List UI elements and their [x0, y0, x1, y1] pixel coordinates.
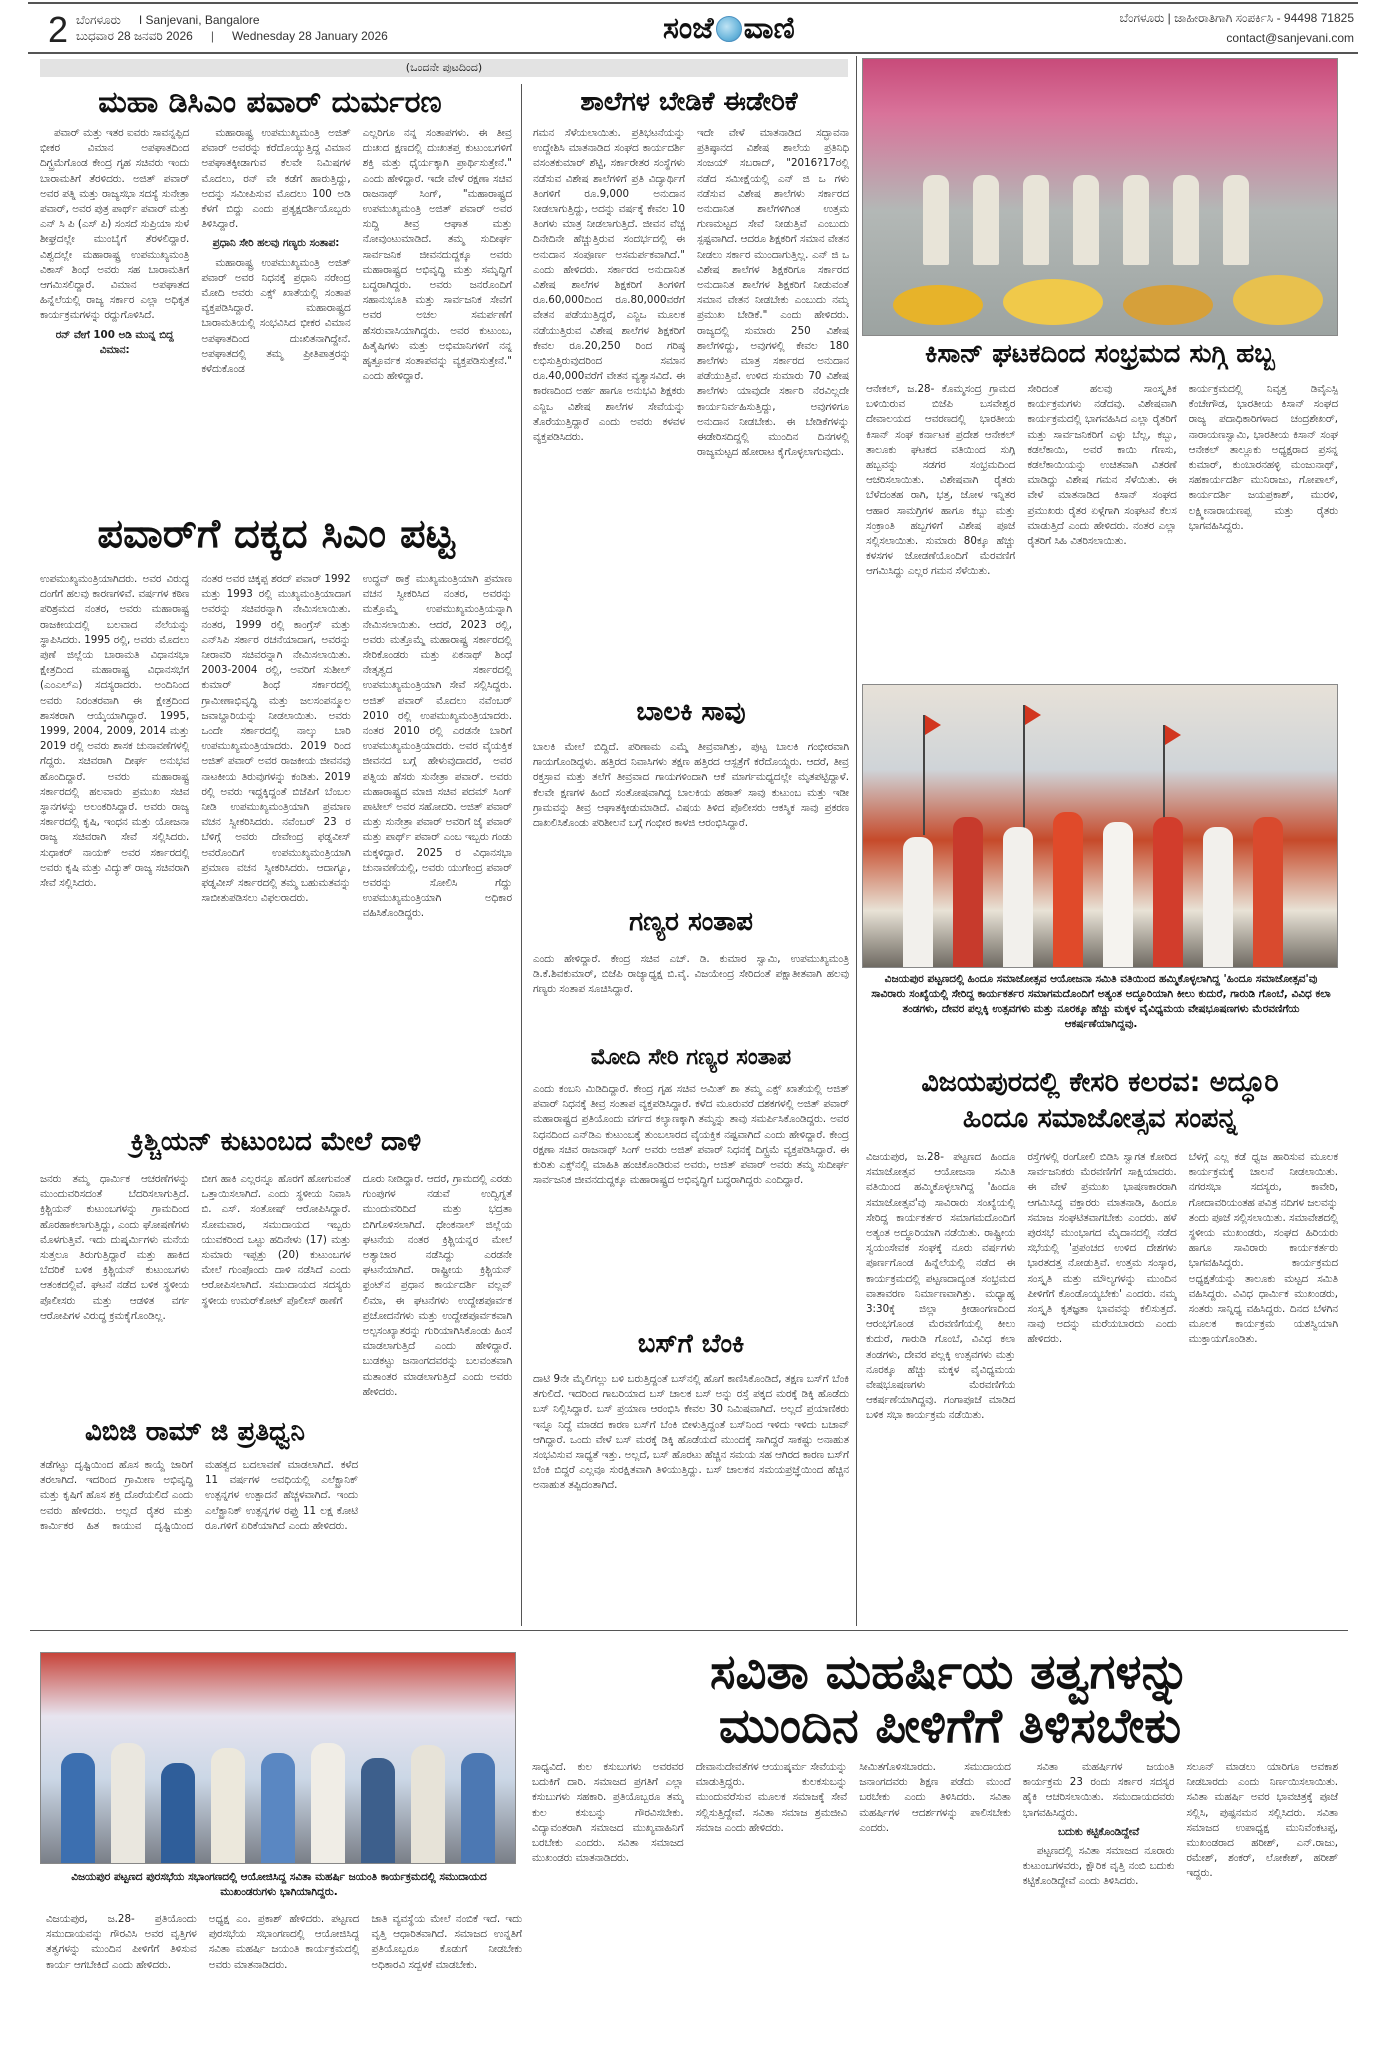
article-schools: [533, 126, 849, 686]
headline-vijayapura-line1: ವಿಜಯಪುರದಲ್ಲಿ ಕೇಸರಿ ಕಲರವ: ಅದ್ಧೂರಿ: [921, 1067, 1279, 1098]
article-christian-attack: [40, 1172, 512, 1402]
photo-figure: [361, 1758, 395, 1863]
photo-figure: [1023, 175, 1049, 265]
masthead-dateline: [76, 12, 388, 44]
contact-email[interactable]: contact@sanjevani.com: [1226, 31, 1354, 45]
article-vbg-ram: [40, 1458, 358, 1620]
photo-figure: [261, 1753, 295, 1863]
article-column: ಉದ್ಧವ್ ಠಾಕ್ರೆ ಮುಖ್ಯಮಂತ್ರಿಯಾಗಿ ಪ್ರಮಾಣ ವಚನ ಸ್ವೀಕರಿಸಿದ ನಂತರ, ಅವರನ್ನು ಮತ್ತೊಮ್ಮೆ ಉಪಮುಖ್ಯಮಂತ್ರಿಯನ್ನಾಗಿ ನೇಮಿಸಲಾಯಿತು. ಆದರೆ, 2023 ರಲ್ಲಿ, ಅವರು ಮತ್ತೊಮ್ಮೆ ಮಹಾರಾಷ್ಟ್ರ ಸರ್ಕಾರದಲ್ಲಿ ಸೇರಿಕೊಂಡರು ಮತ್ತು ಏಕನಾಥ್ ಶಿಂಧೆ ನೇತೃತ್ವದ ಸರ್ಕಾರದಲ್ಲಿ ಉಪಮುಖ್ಯಮಂತ್ರಿಯಾಗಿ ಸೇವೆ ಸಲ್ಲಿಸಿದ್ದರು. ಅಜಿತ್ ಪವಾರ್ ಮೊದಲು ನವೆಂಬರ್ 2010 ರಲ್ಲಿ ಉಪಮುಖ್ಯಮಂತ್ರಿಯಾದರು. ನಂತರ 2010 ರಲ್ಲಿ ಎರಡನೇ ಬಾರಿಗೆ ಉಪಮುಖ್ಯಮಂತ್ರಿಯಾದರು. ಅವರ ವೈಯಕ್ತಿಕ ಜೀವನದ ಬಗ್ಗೆ ಹೇಳುವುದಾದರೆ, ಅವರ ಪತ್ನಿಯ ಹೆಸರು ಸುನೇತ್ರಾ ಪವಾರ್. ಅವರು ಮಹಾರಾಷ್ಟ್ರದ ಮಾಜಿ ಸಚಿವ ಪದಮ್ ಸಿಂಗ್ ಪಾಟೀಲ್ ಅವರ ಸಹೋದರಿ. ಅಜಿತ್ ಪವಾರ್ ಮತ್ತು ಸುನೇತ್ರಾ ಪವಾರ್ ಅವರಿಗೆ ಜೈ ಪವಾರ್ ಮತ್ತು ಪಾರ್ಥ್ ಪವಾರ್ ಎಂಬ ಇಬ್ಬರು ಗಂಡು ಮಕ್ಕಳಿದ್ದಾರೆ. 2025 ರ ವಿಧಾನಸಭಾ ಚುನಾವಣೆಯಲ್ಲಿ, ಅವರು ಯುಗೇಂದ್ರ ಪವಾರ್ ಅವರನ್ನು ಸೋಲಿಸಿ ಗೆದ್ದು ಉಪಮುಖ್ಯಮಂತ್ರಿಯಾಗಿ ಅಧಿಕಾರ ವಹಿಸಿಕೊಂಡಿದ್ದರು.: [362, 573, 512, 920]
newspaper-logo: [663, 12, 795, 46]
photo-figure: [1073, 175, 1099, 265]
produce-heap: [1003, 279, 1103, 325]
photo-figure: [923, 175, 949, 265]
headline-schools: ಶಾಲೆಗಳ ಬೇಡಿಕೆ ಈಡೇರಿಕೆ: [580, 87, 798, 117]
produce-heap: [1123, 285, 1213, 325]
article-column: ಜನರು ತಮ್ಮ ಧಾರ್ಮಿಕ ಆಚರಣೆಗಳನ್ನು ಮುಂದುವರಿಸದಂತೆ ಬೆದರಿಸಲಾಗುತ್ತಿದೆ. ಕ್ರಿಶ್ಚಿಯನ್ ಕುಟುಂಬಗಳನ್ನು ಗ್ರಾಮದಿಂದ ಹೊರಹಾಕಲಾಗುತ್ತಿದ್ದು, ಎಂದು ಘೋಷಣೆಗಳು ಮೊಳಗುತ್ತಿವೆ. ಇದು ದುಷ್ಕರ್ಮಿಗಳು ಮನೆಯ ಸುತ್ತಲೂ ತಿರುಗುತ್ತಿದ್ದಾರೆ ಮತ್ತು ಹಾಕಿದ ಬೆದರಿಕೆ ಬಳಿಕ ಕ್ರಿಶ್ಚಿಯನ್ ಕುಟುಂಬಗಳು ಆತಂಕದಲ್ಲಿವೆ. ಘಟನೆ ನಡೆದ ಬಳಿಕ ಸ್ಥಳೀಯ ಪೊಲೀಸರು ಮತ್ತು ಆಡಳಿತ ವರ್ಗ ಆರೋಪಿಗಳ ವಿರುದ್ಧ ಕ್ರಮಕೈಗೊಂಡಿಲ್ಲ.: [40, 1173, 190, 1322]
article-body: ಬಾಲಕಿ ಮೇಲೆ ಬಿದ್ದಿದೆ. ಪರಿಣಾಮ ಎಮ್ಮೆ ತೀವ್ರವಾಗಿತ್ತು, ಪುಟ್ಟ ಬಾಲಕಿ ಗಂಭೀರವಾಗಿ ಗಾಯಗೊಂಡಿದ್ದಳು. ಹತ್ತಿರದ ನಿವಾಸಿಗಳು ತಕ್ಷಣ ಹತ್ತಿರದ ಆಸ್ಪತ್ರೆಗೆ ಕರೆದೊಯ್ದರು. ಆದರೆ, ತೀವ್ರ ರಕ್ತಸ್ರಾವ ಮತ್ತು ತಲೆಗೆ ತೀವ್ರವಾದ ಗಾಯಗಳಿಂದಾಗಿ ಆಕೆ ಮಾರ್ಗಮಧ್ಯದಲ್ಲೇ ಮೃತಪಟ್ಟಿದ್ದಾಳೆ. ಕೆಲವೇ ಕ್ಷಣಗಳ ಹಿಂದೆ ಸಂತೋಷವಾಗಿದ್ದ ಬಾಲಕಿಯ ಹಠಾತ್ ಸಾವು ಕುಟುಂಬ ಮತ್ತು ಇಡೀ ಗ್ರಾಮವನ್ನು ತೀವ್ರ ಆಘಾತಕ್ಕೀಡುಮಾಡಿದೆ. ವಿಷಯ ತಿಳಿದ ಪೊಲೀಸರು ಆಕಸ್ಮಿಕ ಸಾವು ಪ್ರಕರಣ ದಾಖಲಿಸಿಕೊಂಡು ಪರಿಶೀಲನೆ ಬಗ್ಗೆ ಗಂಭೀರ ಕಾಳಜಿ ಆರಂಭಿಸಿದ್ದಾರೆ.: [533, 741, 849, 830]
photo-figure: [1173, 175, 1199, 265]
masthead: [28, 2, 1358, 54]
article-savitha-left: [46, 1912, 522, 2048]
article-body: ದಾಟಿ 9ನೇ ಮೈಲಿಗಲ್ಲು ಬಳಿ ಬರುತ್ತಿದ್ದಂತೆ ಬಸ್‌ನಲ್ಲಿ ಹೊಗೆ ಕಾಣಿಸಿಕೊಂಡಿದೆ, ತಕ್ಷಣ ಬಸ್‌ಗೆ ಬೆಂಕಿ ತಗುಲಿದೆ. ಇದರಿಂದ ಗಾಬರಿಯಾದ ಬಸ್ ಚಾಲಕ ಬಸ್ ಅನ್ನು ರಸ್ತೆ ಪಕ್ಕದ ಮರಕ್ಕೆ ಡಿಕ್ಕಿ ಹೊಡೆದು ಬಸ್ ನಿಲ್ಲಿಸಿದ್ದಾರೆ. ಬಸ್ ಪ್ರಯಾಣ ಆರಂಭಿಸಿ ಕೇವಲ 30 ನಿಮಿಷವಾಗಿದೆ. ಅಲ್ಲದೆ ಪ್ರಯಾಣಿಕರು ಇನ್ನೂ ನಿದ್ದೆ ಮಾಡದ ಕಾರಣ ಬಸ್‌ಗೆ ಬೆಂಕಿ ಬೀಳುತ್ತಿದ್ದಂತೆ ಬಸ್‌ನಿಂದ ಇಳಿದು ಇಳಿದು ಬಚಾವ್ ಆಗಿದ್ದಾರೆ. ಒಂದು ವೇಳೆ ಬಸ್ ಮರಕ್ಕೆ ಡಿಕ್ಕಿ ಹೊಡೆಯದೆ ಮುಂದಕ್ಕೆ ಸಾಗಿದ್ದರೆ ಸಾಕಷ್ಟು ಅನಾಹುತ ಸಂಭವಿಸುವ ಸಾಧ್ಯತೆ ಇತ್ತು. ಅಲ್ಲದೆ, ಬಸ್ ಹೊರಟು ಹೆಚ್ಚಿನ ಸಮಯ ಸಹ ಆಗಿರದ ಕಾರಣ ಬಸ್‌ಗೆ ಬೆಂಕಿ ಬಿದ್ದರೆ ಎಲ್ಲವೂ ಸುರಕ್ಷಿತವಾಗಿ ತಿಳಿಯುತ್ತಿದ್ದು. ಬಸ್ ಚಾಲಕನ ಸಮಯಪ್ರಜ್ಞೆಯಿಂದ ಹೆಚ್ಚಿನ ಅನಾಹುತ ತಪ್ಪಿದಂತಾಗಿದೆ.: [533, 1373, 849, 1492]
article-vijayapura: [866, 1150, 1338, 1624]
photo-figure: [161, 1763, 195, 1863]
headline-vbg-ram: ವಿಬಿಜಿ ರಾಮ್ ಜಿ ಪ್ರತಿಧ್ವನಿ: [85, 1417, 305, 1447]
article-column: ಸಲೂನ್ ಮಾಡಲು ಯಾರಿಗೂ ಅವಕಾಶ ನೀಡಬಾರದು ಎಂದು ನಿರ್ಣಯಿಸಲಾಯಿತು. ಸವಿತಾ ಮಹರ್ಷಿ ಅವರ ಭಾವಚಿತ್ರಕ್ಕೆ ಪೂಜೆ ಸಲ್ಲಿಸಿ, ಪುಷ್ಪನಮನ ಸಲ್ಲಿಸಿದರು. ಸವಿತಾ ಸಮಾಜದ ಉಪಾಧ್ಯಕ್ಷ ಮುನಿವೆಂಕಟಪ್ಪ, ಮುಖಂಡರಾದ ಹರೀಶ್, ಎನ್.ರಾಜು, ರಮೇಶ್, ಶಂಕರ್, ಲೋಕೇಶ್, ಹರೀಶ್ ಇದ್ದರು.: [1186, 1761, 1338, 1880]
column-divider: [856, 56, 857, 1626]
headline-girl-death: ಬಾಲಕಿ ಸಾವು: [636, 697, 746, 727]
article-column: ಪವಾರ್ ಮತ್ತು ಇತರ ಐವರು ಸಾವನ್ನಪ್ಪಿದ ಭೀಕರ ವಿಮಾನ ಅಪಘಾತದಿಂದ ದಿಗ್ಭ್ರಮೆಗೊಂಡ ಕೇಂದ್ರ ಗೃಹ ಸಚಿವರು ಇಂದು ಬಾರಾಮತಿಗೆ ತೆರಳಿದರು. ಅಜಿತ್ ಪವಾರ್ ಅವರ ಪತ್ನಿ ಮತ್ತು ರಾಜ್ಯಸಭಾ ಸದಸ್ಯೆ ಸುನೇತ್ರಾ ಪವಾರ್, ಅವರ ಪುತ್ರ ಪಾರ್ಥ್ ಪವಾರ್ ಮತ್ತು ಎನ್ ಸಿ ಪಿ (ಎಸ್ ಪಿ) ಸಂಸದೆ ಸುಪ್ರಿಯಾ ಸುಳೆ ಶೀಘ್ರದಲ್ಲೇ ಮುಂಬೈಗೆ ತೆರಳಲಿದ್ದಾರೆ. ವಿಶ್ವದಲ್ಲೇ ಮಹಾರಾಷ್ಟ್ರ ಉಪಮುಖ್ಯಮಂತ್ರಿ ವಿಕಾಸ್ ಶಿಂಧೆ ಅವರು ಸಹ ಬಾರಾಮತಿಗೆ ಆಗಮಿಸಲಿದ್ದಾರೆ. ವಿಮಾನ ಅಪಘಾತದ ಹಿನ್ನೆಲೆಯಲ್ಲಿ ರಾಜ್ಯ ಸರ್ಕಾರ ಎಲ್ಲಾ ಅಧಿಕೃತ ಕಾರ್ಯಕ್ರಮಗಳನ್ನು ರದ್ದುಗೊಳಿಸಿದೆ. ರನ್ ವೇಗೆ 100 ಅಡಿ ಮುನ್ನ ಬಿದ್ದ ವಿಮಾನ:: [40, 126, 189, 506]
photo-figure: [1253, 817, 1283, 967]
column-divider: [521, 84, 522, 1626]
article-column: ಅಧ್ಯಕ್ಷ ಎಂ. ಪ್ರಕಾಶ್ ಹೇಳಿದರು. ಪಟ್ಟಣದ ಪುರಸಭೆಯ ಸಭಾಂಗಣದಲ್ಲಿ ಆಯೋಜಿಸಿದ್ದ ಸವಿತಾ ಮಹರ್ಷಿ ಜಯಂತಿ ಕಾರ್ಯಕ್ರಮದಲ್ಲಿ ಅವರು ಮಾತನಾಡಿದರು.: [208, 1913, 360, 1971]
photo-caption-savitha: ವಿಜಯಪುರ ಪಟ್ಟಣದ ಪುರಸಭೆಯ ಸಭಾಂಗಣದಲ್ಲಿ ಆಯೋಜಿಸಿದ್ದ ಸವಿತಾ ಮಹರ್ಷಿ ಜಯಂತಿ ಕಾರ್ಯಕ್ರಮದಲ್ಲಿ ಸಮುದಾಯದ ಮುಖಂಡರುಗಳು ಭಾಗಿಯಾಗಿದ್ದರು.: [71, 1871, 487, 1898]
date-kannada: ಬುಧವಾರ 28 ಜನವರಿ 2026: [76, 29, 193, 43]
article-column: ವಿಜಯಪುರ, ಜ.28- ಪಟ್ಟಣದ ಹಿಂದೂ ಸಮಾಜೋತ್ಸವ ಆಯೋಜನಾ ಸಮಿತಿ ವತಿಯಿಂದ ಹಮ್ಮಿಕೊಳ್ಳಲಾಗಿದ್ದ 'ಹಿಂದೂ ಸಮಾಜೋತ್ಸವ'ವು ಸಾವಿರಾರು ಸಂಖ್ಯೆಯಲ್ಲಿ ಸೇರಿದ್ದ ಕಾರ್ಯಕರ್ತರ ಸಮಾಗಮದೊಂದಿಗೆ ಅತ್ಯಂತ ಅದ್ಧೂರಿಯಾಗಿ ನಡೆಯಿತು. ರಾಷ್ಟ್ರೀಯ ಸ್ವಯಂಸೇವಕ ಸಂಘಕ್ಕೆ ನೂರು ವರ್ಷಗಳು ಪೂರ್ಣಗೊಂಡ ಹಿನ್ನೆಲೆಯಲ್ಲಿ ನಡೆದ ಈ ಕಾರ್ಯಕ್ರಮದಲ್ಲಿ ಪಟ್ಟಣದಾದ್ಯಂತ ಸಂಭ್ರಮದ ವಾತಾವರಣ ನಿರ್ಮಾಣವಾಗಿತ್ತು. ಮಧ್ಯಾಹ್ನ 3:30ಕ್ಕೆ ಜಿಲ್ಲಾ ಕ್ರೀಡಾಂಗಣದಿಂದ ಆರಂಭಗೊಂಡ ಮೆರವಣಿಗೆಯಲ್ಲಿ ಕೀಲು ಕುದುರೆ, ಗಾರುಡಿ ಗೊಂಬೆ, ವಿವಿಧ ಕಲಾ ತಂಡಗಳು, ದೇವರ ಪಲ್ಲಕ್ಕಿ ಉತ್ಸವಗಳು ಮತ್ತು ನೂರಕ್ಕೂ ಹೆಚ್ಚು ಮಕ್ಕಳ ವೈವಿಧ್ಯಮಯ ವೇಷಭೂಷಣಗಳು ಮೆರವಣಿಗೆಯ ಆಕರ್ಷಣೆಯಾಗಿದ್ದವು. ಗಂಗಾಪೂಜೆ ಮಾಡಿದ ಬಳಿಕ ಸಭಾ ಕಾರ್ಯಕ್ರಮ ನಡೆಯಿತು.: [866, 1151, 1016, 1422]
article-savitha: [532, 1760, 1338, 2050]
subheading: ರನ್ ವೇಗೆ 100 ಅಡಿ ಮುನ್ನ ಬಿದ್ದ ವಿಮಾನ:: [55, 328, 174, 356]
article-column: ಸೇರಿದಂತೆ ಹಲವು ಸಾಂಸ್ಕೃತಿಕ ಕಾರ್ಯಕ್ರಮಗಳು ನಡೆದವು. ವಿಶೇಷವಾಗಿ ಕಾರ್ಯಕ್ರಮದಲ್ಲಿ ಭಾಗವಹಿಸಿದ ಎಲ್ಲಾ ರೈತರಿಗೆ ಮತ್ತು ಸಾರ್ವಜನಿಕರಿಗೆ ಎಳ್ಳು ಬೆಲ್ಲ, ಕಬ್ಬು, ಕಡಲೆಕಾಯಿ, ಅವರೆ ಕಾಯಿ ಗೆಣಸು, ಕಡಲೆಕಾಯಿಯನ್ನು ಉಚಿತವಾಗಿ ವಿತರಣೆ ಮಾಡಿದ್ದು ವಿಶೇಷ ಗಮನ ಸೆಳೆಯಿತು. ಈ ವೇಳೆ ಮಾತನಾಡಿದ ಕಿಸಾನ್ ಸಂಘದ ಪ್ರಮುಖರು ರೈತರ ಏಳ್ಗೆಗಾಗಿ ಸಂಘಟನೆ ಕೆಲಸ ಮಾಡುತ್ತಿದೆ ಎಂದು ಹೇಳಿದರು. ನಂತರ ಎಲ್ಲಾ ರೈತರಿಗೆ ಸಿಹಿ ವಿತರಿಸಲಾಯಿತು.: [1027, 383, 1177, 548]
logo-text-left: ಸಂಜೆ: [663, 11, 714, 46]
article-girl-death: [533, 740, 849, 908]
ad-contact: ಬೆಂಗಳೂರು | ಜಾಹೀರಾತಿಗಾಗಿ ಸಂಪರ್ಕಿಸಿ - 94498 71825: [1119, 11, 1354, 25]
photo-figure: [973, 175, 999, 265]
article-column: ಮಹಾರಾಷ್ಟ್ರ ಉಪಮುಖ್ಯಮಂತ್ರಿ ಅಜಿತ್ ಪವಾರ್ ಅವರನ್ನು ಕರೆದೊಯ್ಯುತ್ತಿದ್ದ ವಿಮಾನ ಅಪಘಾತಕ್ಕೀಡಾಗುವ ಕೆಲವೇ ನಿಮಿಷಗಳ ಮೊದಲು, ರನ್ ವೇ ಕಡೆಗೆ ಹಾರುತ್ತಿದ್ದು, ಅದನ್ನು ಸಮೀಪಿಸುವ ಮೊದಲು 100 ಅಡಿ ಕೆಳಗೆ ಬಿದ್ದು ಎಂದು ಪ್ರತ್ಯಕ್ಷದರ್ಶಿಯೊಬ್ಬರು ತಿಳಿಸಿದ್ದಾರೆ. ಪ್ರಧಾನಿ ಸೇರಿ ಹಲವು ಗಣ್ಯರು ಸಂತಾಪ: ಮಹಾರಾಷ್ಟ್ರ ಉಪಮುಖ್ಯಮಂತ್ರಿ ಅಜಿತ್ ಪವಾರ್ ಅವರ ನಿಧನಕ್ಕೆ ಪ್ರಧಾನಿ ನರೇಂದ್ರ ಮೋದಿ ಅವರು ಎಕ್ಸ್ ಖಾತೆಯಲ್ಲಿ ಸಂತಾಪ ವ್ಯಕ್ತಪಡಿಸಿದ್ದಾರೆ. ಮಹಾರಾಷ್ಟ್ರದ ಬಾರಾಮತಿಯಲ್ಲಿ ಸಂಭವಿಸಿದ ಭೀಕರ ವಿಮಾನ ಅಪಘಾತದಿಂದ ದುಃಖಿತನಾಗಿದ್ದೇನೆ. ಅಪಘಾತದಲ್ಲಿ ತಮ್ಮ ಪ್ರೀತಿಪಾತ್ರರನ್ನು ಕಳೆದುಕೊಂಡ: [201, 127, 351, 376]
headline-vijayapura-line2: ಹಿಂದೂ ಸಮಾಜೋತ್ಸವ ಸಂಪನ್ನ: [962, 1103, 1238, 1134]
photo-figure: [61, 1753, 95, 1863]
article-column: ಕಾರ್ಯಕ್ರಮದಲ್ಲಿ ನಿವೃತ್ತ ಡಿವೈಎಸ್ಪಿ ಕೆಂಚೇಗೌಡ, ಭಾರತೀಯ ಕಿಸಾನ್ ಸಂಘದ ರಾಜ್ಯ ಪದಾಧಿಕಾರಿಗಳಾದ ಚಂದ್ರಶೇಖರ್, ನಾರಾಯಣಸ್ವಾಮಿ, ಭಾರತೀಯ ಕಿಸಾನ್ ಸಂಘ ಆನೇಕಲ್ ತಾಲ್ಲೂಕು ಅಧ್ಯಕ್ಷರಾದ ಪ್ರಸನ್ನ ಕುಮಾರ್, ಕುಂಬಾರನಹಳ್ಳಿ ಮಂಜುನಾಥ್, ಸಹಕಾರ್ಯದರ್ಶಿ ಮುನಿರಾಜು, ಗೋಪಾಲ್, ಕಾರ್ಯದರ್ಶಿ ಜಯಪ್ರಕಾಶ್, ಮುರಳಿ, ಲಕ್ಷ್ಮೀನಾರಾಯಣಪ್ಪ ಮತ್ತು ರೈತರು ಭಾಗವಹಿಸಿದ್ದರು.: [1188, 383, 1338, 532]
article-bus-fire: [533, 1372, 849, 1624]
photo-figure: [411, 1745, 445, 1863]
article-column: ಎಲ್ಲರಿಗೂ ನನ್ನ ಸಂತಾಪಗಳು. ಈ ತೀವ್ರ ದುಃಖದ ಕ್ಷಣದಲ್ಲಿ ದುಃಖತಪ್ತ ಕುಟುಂಬಗಳಿಗೆ ಶಕ್ತಿ ಮತ್ತು ಧೈರ್ಯಕ್ಕಾಗಿ ಪ್ರಾರ್ಥಿಸುತ್ತೇನೆ." ಎಂದು ಹೇಳಿದ್ದಾರೆ. ಇದೇ ವೇಳೆ ರಕ್ಷಣಾ ಸಚಿವ ರಾಜನಾಥ್ ಸಿಂಗ್, "ಮಹಾರಾಷ್ಟ್ರದ ಉಪಮುಖ್ಯಮಂತ್ರಿ ಅಜಿತ್ ಪವಾರ್ ಅವರ ಸುದ್ದಿ ತೀವ್ರ ಆಘಾತ ಮತ್ತು ನೋವುಂಟುಮಾಡಿದೆ. ತಮ್ಮ ಸುದೀರ್ಘ ಸಾರ್ವಜನಿಕ ಜೀವನದುದ್ದಕ್ಕೂ ಅವರು ಮಹಾರಾಷ್ಟ್ರದ ಅಭಿವೃದ್ಧಿ ಮತ್ತು ಸಮೃದ್ಧಿಗೆ ಬದ್ಧರಾಗಿದ್ದರು. ಅವರು ಜನರೊಂದಿಗೆ ಸಹಾನುಭೂತಿ ಮತ್ತು ಸಾರ್ವಜನಿಕ ಸೇವೆಗೆ ಅವರ ಅಚಲ ಸಮರ್ಪಣೆಗೆ ಹೆಸರುವಾಸಿಯಾಗಿದ್ದರು. ಅವರ ಕುಟುಂಬ, ಹಿತೈಷಿಗಳು ಮತ್ತು ಅಭಿಮಾನಿಗಳಿಗೆ ನನ್ನ ಹೃತ್ಪೂರ್ವಕ ಸಂತಾಪವನ್ನು ವ್ಯಕ್ತಪಡಿಸುತ್ತೇನೆ." ಎಂದು ಹೇಳಿದ್ದಾರೆ.: [362, 127, 512, 383]
article-column: ಜಾತಿ ವ್ಯವಸ್ಥೆಯ ಮೇಲೆ ನಂಬಿಕೆ ಇದೆ. ಇದು ವೃತ್ತಿ ಆಧಾರಿತವಾಗಿದೆ. ಸಮಾಜದ ಉನ್ನತಿಗೆ ಪ್ರತಿಯೊಬ್ಬರೂ ಕೊಡುಗೆ ನೀಡಬೇಕು ಅಧಿಕಾರವಿ ಸದ್ಬಳಕೆ ಮಾಡಬೇಕು.: [371, 1913, 522, 1971]
photo-figure: [1203, 827, 1233, 967]
article-column: ದೇವಾನುದೇವತೆಗಳ ಆಯುಷ್ಕರ್ಮ ಸೇವೆಯನ್ನು ಮಾಡುತ್ತಿದ್ದರು. ಕುಲಕಸುಬನ್ನು ಮುಂದುವರೆಸುವ ಮೂಲಕ ಸಮಾಜಕ್ಕೆ ಸೇವೆ ಸಲ್ಲಿಸುತ್ತಿದ್ದೇವೆ. ಸವಿತಾ ಸಮಾಜ ಶ್ರಮಜೀವಿ ಸಮಾಜ ಎಂದು ಹೇಳಿದರು.: [695, 1761, 848, 1834]
article-column: ಬೆಳಗ್ಗೆ ಎಲ್ಲ ಕಡೆ ಧ್ವಜ ಹಾರಿಸುವ ಮೂಲಕ ಕಾರ್ಯಕ್ರಮಕ್ಕೆ ಚಾಲನೆ ನೀಡಲಾಯಿತು. ನಗರಸಭಾ ಸದಸ್ಯರು, ಕಾವೇರಿ, ಗೋದಾವರಿಯಂತಹ ಪವಿತ್ರ ನದಿಗಳ ಜಲವನ್ನು ತಂದು ಪೂಜೆ ಸಲ್ಲಿಸಲಾಯಿತು. ಸಮಾವೇಶದಲ್ಲಿ ಸ್ಥಳೀಯ ಮುಖಂಡರು, ಸಂಘದ ಹಿರಿಯರು ಹಾಗೂ ಸಾವಿರಾರು ಕಾರ್ಯಕರ್ತರು ಭಾಗವಹಿಸಿದ್ದರು. ಕಾರ್ಯಕ್ರಮದ ಅಧ್ಯಕ್ಷತೆಯನ್ನು ತಾಲೂಕು ಮಟ್ಟದ ಸಮಿತಿ ವಹಿಸಿದ್ದರು. ವಿವಿಧ ಧಾರ್ಮಿಕ ಮುಖಂಡರು, ಸಂತರು ಸಾನ್ನಿಧ್ಯ ವಹಿಸಿದ್ದರು. ದಿನದ ಬೆಳಗಿನ ಮೂಲಕ ಕಾರ್ಯಕ್ರಮ ಯಶಸ್ವಿಯಾಗಿ ಮುಕ್ತಾಯಗೊಂಡಿತು.: [1188, 1151, 1338, 1346]
article-column: ಸಾಧ್ಯವಿದೆ. ಕುಲ ಕಸುಬುಗಳು ಅವರವರ ಬದುಕಿಗೆ ದಾರಿ. ಸಮಾಜದ ಪ್ರಗತಿಗೆ ಎಲ್ಲಾ ಕಸುಬುಗಳು ಸಹಕಾರಿ. ಪ್ರತಿಯೊಬ್ಬರೂ ತಮ್ಮ ಕುಲ ಕಸುಬನ್ನು ಗೌರವಿಸಬೇಕು. ವಿದ್ಯಾವಂತರಾಗಿ ಸಮಾಜದ ಮುಖ್ಯವಾಹಿನಿಗೆ ಬರಬೇಕು ಎಂದರು. ಸವಿತಾ ಸಮಾಜದ ಮುಖಂಡರು ಮಾತನಾಡಿದರು.: [532, 1761, 684, 1865]
article-column: ಬೀಗ ಹಾಕಿ ಎಲ್ಲರನ್ನೂ ಹೊರಗೆ ಹೋಗುವಂತೆ ಒತ್ತಾಯಿಸಲಾಗಿದೆ. ಎಂದು ಸ್ಥಳೀಯ ನಿವಾಸಿ ಬಿ. ಎಸ್. ಸಂತೋಷ್ ಆರೋಪಿಸಿದ್ದಾರೆ. ಸೋಮವಾರ, ಸಮುದಾಯದ ಇಬ್ಬರು ಯುವಕರಿಂದ ಒಟ್ಟು ಹದಿನೇಳು (17) ಮತ್ತು ಸುಮಾರು ಇಪ್ಪತ್ತು (20) ಕುಟುಂಬಗಳ ಮೇಲೆ ಗುಂಪೊಂದು ದಾಳಿ ನಡೆಸಿದೆ ಎಂದು ಆರೋಪಿಸಲಾಗಿದೆ. ಸಮುದಾಯದ ಸದಸ್ಯರು ಸ್ಥಳೀಯ ಉಮರ್‌ಕೋಟ್ ಪೊಲೀಸ್ ಠಾಣೆಗೆ: [201, 1173, 351, 1307]
horizontal-divider: [30, 1630, 1348, 1631]
photo-figure: [903, 837, 933, 967]
subheading: ಬದುಕು ಕಟ್ಟಿಕೊಂಡಿದ್ದೇವೆ: [1058, 1825, 1140, 1838]
article-column: ತಡೆಗಟ್ಟು ದೃಷ್ಟಿಯಿಂದ ಹೊಸ ಕಾಯ್ದೆ ಜಾರಿಗೆ ತರಲಾಗಿದೆ. ಇದರಿಂದ ಗ್ರಾಮೀಣ ಅಭಿವೃದ್ಧಿ ಮತ್ತು ಕೃಷಿಗೆ ಹೊಸ ಶಕ್ತಿ ದೊರೆಯಲಿದೆ ಎಂದು ಅವರು ಹೇಳಿದರು. ಅಲ್ಲದೆ ರೈತರ ಮತ್ತು ಕಾರ್ಮಿಕರ ಹಿತ ಕಾಯುವ ದೃಷ್ಟಿಯಿಂದ ಮಹತ್ವದ ಬದಲಾವಣೆ ಮಾಡಲಾಗಿದೆ. ಕಳೆದ 11 ವರ್ಷಗಳ ಅವಧಿಯಲ್ಲಿ ಎಲೆಕ್ಟ್ರಾನಿಕ್ ಉತ್ಪನ್ನಗಳ ಉತ್ಪಾದನೆ ಹೆಚ್ಚಳವಾಗಿದೆ. ಇಂದು ಎಲೆಕ್ಟ್ರಾನಿಕ್ ಉತ್ಪನ್ನಗಳ ರಫ್ತು 11 ಲಕ್ಷ ಕೋಟಿ ರೂ.ಗಳಿಗೆ ಏರಿಕೆಯಾಗಿದೆ ಎಂದು ಹೇಳಿದರು.: [40, 1459, 358, 1532]
produce-heap: [1233, 275, 1323, 325]
divider: |: [210, 29, 214, 43]
article-modi-condolence: [533, 1082, 849, 1304]
photo-vijayapura-rally: [862, 684, 1338, 968]
subheading: ಪ್ರಧಾನಿ ಸೇರಿ ಹಲವು ಗಣ್ಯರು ಸಂತಾಪ:: [212, 237, 340, 250]
article-column: ಇದೇ ವೇಳೆ ಮಾತನಾಡಿದ ಸದ್ಭಾವನಾ ಪ್ರತಿಷ್ಠಾನದ ವಿಶೇಷ ಶಾಲೆಯ ಪ್ರತಿನಿಧಿ ಸಂಜಯ್ ಸಬರಾದ್, "2016?17ರಲ್ಲಿ ನಡೆದ ಸಮೀಕ್ಷೆಯಲ್ಲಿ ಎನ್ ಜಿ ಒ ಗಳು ನಡೆಸುವ ವಿಶೇಷ ಶಾಲೆಗಳು ಸರ್ಕಾರದ ಅನುದಾನಿತ ಶಾಲೆಗಳಿಗಿಂತ ಉತ್ತಮ ಗುಣಮಟ್ಟದ ಸೇವೆ ನೀಡುತ್ತಿವೆ ಎಂಬುದು ಸ್ಪಷ್ಟವಾಗಿದೆ. ಆದರೂ ಶಿಕ್ಷಕರಿಗೆ ಸಮಾನ ವೇತನ ನೀಡಲು ಸರ್ಕಾರ ಮುಂದಾಗುತ್ತಿಲ್ಲ. ಎನ್ ಜಿ ಒ ವಿಶೇಷ ಶಾಲೆಗಳ ಶಿಕ್ಷಕರಿಗೂ ಸರ್ಕಾರದ ಅನುದಾನಿತ ಶಾಲೆಗಳ ಶಿಕ್ಷಕರಿಗೆ ನೀಡುವಂತೆ ಸಮಾನ ವೇತನ ನೀಡಬೇಕು ಎಂಬುದು ನಮ್ಮ ಪ್ರಮುಖ ಬೇಡಿಕೆ." ಎಂದು ಹೇಳಿದರು. ರಾಜ್ಯದಲ್ಲಿ ಸುಮಾರು 250 ವಿಶೇಷ ಶಾಲೆಗಳಿದ್ದು, ಅವುಗಳಲ್ಲಿ ಕೇವಲ 180 ಶಾಲೆಗಳು ಮಾತ್ರ ಸರ್ಕಾರದ ಅನುದಾನ ಪಡೆಯುತ್ತಿವೆ. ಉಳಿದ ಸುಮಾರು 70 ವಿಶೇಷ ಶಾಲೆಗಳು ಯಾವುದೇ ಸರ್ಕಾರಿ ನೆರವಿಲ್ಲದೇ ಕಾರ್ಯನಿರ್ವಹಿಸುತ್ತಿದ್ದು, ಅವುಗಳಿಗೂ ಅನುದಾನ ನೀಡಬೇಕು. ಈ ಬೇಡಿಕೆಗಳನ್ನು ಈಡೇರಿಸದಿದ್ದಲ್ಲಿ ಮುಂದಿನ ದಿನಗಳಲ್ಲಿ ರಾಜ್ಯಮಟ್ಟದ ಹೋರಾಟ ಕೈಗೊಳ್ಳಲಾಗುವುದು.: [697, 127, 849, 459]
photo-figure: [1053, 812, 1083, 967]
headline-modi-condolence: ಮೋದಿ ಸೇರಿ ಗಣ್ಯರ ಸಂತಾಪ: [590, 1045, 792, 1070]
article-column: ದೂರು ನೀಡಿದ್ದಾರೆ. ಆದರೆ, ಗ್ರಾಮದಲ್ಲಿ ಎರಡು ಗುಂಪುಗಳ ನಡುವೆ ಉದ್ವಿಗ್ನತೆ ಮುಂದುವರಿದಿದೆ ಮತ್ತು ಭದ್ರತಾ ಬಿಗಿಗೊಳಿಸಲಾಗಿದೆ. ಧೇಂಕನಾಲ್ ಜಿಲ್ಲೆಯ ಘಟನೆಯ ನಂತರ ಕ್ರಿಶ್ಚಿಯನ್ನರ ಮೇಲೆ ಅತ್ಯಾಚಾರ ನಡೆಸಿದ್ದು ಎರಡನೇ ಘಟನೆಯಾಗಿದೆ. ರಾಷ್ಟ್ರೀಯ ಕ್ರಿಶ್ಚಿಯನ್ ಫ್ರಂಟ್‌ನ ಪ್ರಧಾನ ಕಾರ್ಯದರ್ಶಿ ವಲ್ಲವ್ ಲಿಮಾ, ಈ ಘಟನೆಗಳು ಉದ್ದೇಶಪೂರ್ವಕ ಪ್ರಚೋದನೆಗಳು ಮತ್ತು ಉದ್ದೇಶಪೂರ್ವಕವಾಗಿ ಅಲ್ಪಸಂಖ್ಯಾತರನ್ನು ಗುರಿಯಾಗಿಸಿಕೊಂಡು ಹಿಂಸೆ ಮಾಡಲಾಗುತ್ತಿದೆ ಎಂದು ಹೇಳಿದ್ದಾರೆ. ಬುಡಕಟ್ಟು ಜನಾಂಗದವರನ್ನು ಬಲವಂತವಾಗಿ ಮತಾಂತರ ಮಾಡಲಾಗುತ್ತಿದೆ ಎಂದು ಅವರು ಹೇಳಿದರು.: [362, 1173, 512, 1398]
date-english: Wednesday 28 January 2026: [231, 29, 388, 43]
city-kannada: ಬೆಂಗಳೂರು: [76, 13, 121, 27]
photo-figure: [1003, 827, 1033, 967]
photo-figure: [1153, 817, 1183, 967]
headline-kisan-festival: ಕಿಸಾನ್ ಘಟಕದಿಂದ ಸಂಭ್ರಮದ ಸುಗ್ಗಿ ಹಬ್ಬ: [925, 339, 1275, 369]
headline-christian-attack: ಕ್ರಿಶ್ಚಿಯನ್ ಕುಟುಂಬದ ಮೇಲೆ ದಾಳಿ: [130, 1127, 422, 1157]
article-column: ಆನೇಕಲ್, ಜ.28- ಕೊಮ್ಮಸಂದ್ರ ಗ್ರಾಮದ ಬಳಿಯಿರುವ ಬಿಜೆಪಿ ಬಸವೇಶ್ವರ ದೇವಾಲಯದ ಆವರಣದಲ್ಲಿ ಭಾರತೀಯ ಕಿಸಾನ್ ಸಂಘ ಕರ್ನಾಟಕ ಪ್ರದೇಶ ಆನೇಕಲ್ ತಾಲೂಕು ಘಟಕದ ವತಿಯಿಂದ ಸುಗ್ಗಿ ಹಬ್ಬವನ್ನು ಸಡಗರ ಸಂಭ್ರಮದಿಂದ ಆಚರಿಸಲಾಯಿತು. ವಿಶೇಷವಾಗಿ ರೈತರು ಬೆಳೆದಂತಹ ರಾಗಿ, ಭತ್ತ, ಜೋಳ ಇನ್ನಿತರ ಆಹಾರ ಸಾಮಗ್ರಿಗಳ ಹಾಗೂ ಕಬ್ಬು ಮತ್ತು ಸಂಕ್ರಾಂತಿ ಹಬ್ಬಗಳಿಗೆ ವಿಶೇಷ ಪೂಜೆ ಸಲ್ಲಿಸಲಾಯಿತು. ಸುಮಾರು 80ಕ್ಕೂ ಹೆಚ್ಚು ಕಳಸಗಳ ಜೋಡಣೆಯೊಂದಿಗೆ ಮೆರವಣಿಗೆ ಆಗಮಿಸಿದ್ದು ಎಲ್ಲರ ಗಮನ ಸೆಳೆಯಿತು.: [866, 383, 1016, 578]
continued-banner: (ಒಂದನೇ ಪುಟದಿಂದ): [40, 59, 848, 77]
masthead-contact: [1120, 8, 1355, 48]
article-column: ಗಮನ ಸೆಳೆಯಲಾಯಿತು. ಪ್ರತಿಭಟನೆಯನ್ನು ಉದ್ದೇಶಿಸಿ ಮಾತನಾಡಿದ ಸಂಘದ ಕಾರ್ಯದರ್ಶಿ ವಸಂತಕುಮಾರ್ ಶೆಟ್ಟಿ, ಸರ್ಕಾರೇತರ ಸಂಸ್ಥೆಗಳು ನಡೆಸುವ ವಿಶೇಷ ಶಾಲೆಗಳಿಗೆ ಪ್ರತಿ ವಿದ್ಯಾರ್ಥಿಗೆ ತಿಂಗಳಿಗೆ ರೂ.9,000 ಅನುದಾನ ನೀಡಲಾಗುತ್ತಿದ್ದು, ಅದನ್ನು ವರ್ಷಕ್ಕೆ ಕೇವಲ 10 ತಿಂಗಳು ಮಾತ್ರ ನೀಡಲಾಗುತ್ತಿದೆ. ಜೀವನ ವೆಚ್ಚ ದಿನೇದಿನೇ ಹೆಚ್ಚುತ್ತಿರುವ ಸಂದರ್ಭದಲ್ಲಿ ಈ ಅನುದಾನ ಸಂಪೂರ್ಣ ಅಸಮರ್ಪಕವಾಗಿದೆ." ಎಂದು ಹೇಳಿದರು. ಸರ್ಕಾರದ ಅನುದಾನಿತ ವಿಶೇಷ ಶಾಲೆಗಳ ಶಿಕ್ಷಕರಿಗೆ ತಿಂಗಳಿಗೆ ರೂ.60,000ದಿಂದ ರೂ.80,000ವರೆಗೆ ವೇತನ ಪಡೆಯುತ್ತಿದ್ದರೆ, ಎನ್ಜಿಒ ಮೂಲಕ ನಡೆಯುತ್ತಿರುವ ವಿಶೇಷ ಶಾಲೆಗಳ ಶಿಕ್ಷಕರಿಗೆ ಕೇವಲ ರೂ.20,250 ರಿಂದ ಗರಿಷ್ಠ ಲಭಿಸುತ್ತಿರುವುದರಿಂದ ಸಮಾನ ರೂ.40,000ವರೆಗೆ ವೇತನ ವ್ಯತ್ಯಾಸವಿದೆ. ಈ ಕಾರಣದಿಂದ ಅರ್ಹ ಹಾಗೂ ಅನುಭವಿ ಶಿಕ್ಷಕರು ಎನ್ಜಿಒ ವಿಶೇಷ ಶಾಲೆಗಳ ಸೇವೆಯನ್ನು ತೊರೆಯುತ್ತಿದ್ದಾರೆ ಎಂದು ಅವರು ಕಳವಳ ವ್ಯಕ್ತಪಡಿಸಿದರು.: [533, 127, 685, 444]
article-column: ನಂತರ ಅವರ ಚಿಕ್ಕಪ್ಪ ಶರದ್ ಪವಾರ್ 1992 ಮತ್ತು 1993 ರಲ್ಲಿ ಮುಖ್ಯಮಂತ್ರಿಯಾದಾಗ ಅವರನ್ನು ಸಚಿವರನ್ನಾಗಿ ನೇಮಿಸಲಾಯಿತು. ನಂತರ, 1999 ರಲ್ಲಿ ಕಾಂಗ್ರೆಸ್ ಮತ್ತು ಎನ್‌ಸಿಪಿ ಸರ್ಕಾರ ರಚನೆಯಾದಾಗ, ಅವರನ್ನು ನೀರಾವರಿ ಸಚಿವರನ್ನಾಗಿ ನೇಮಿಸಲಾಯಿತು. 2003-2004 ರಲ್ಲಿ, ಅವರಿಗೆ ಸುಶೀಲ್ ಕುಮಾರ್ ಶಿಂಧೆ ಸರ್ಕಾರದಲ್ಲಿ ಗ್ರಾಮೀಣಾಭಿವೃದ್ಧಿ ಮತ್ತು ಜಲಸಂಪನ್ಮೂಲ ಜವಾಬ್ದಾರಿಯನ್ನು ನೀಡಲಾಯಿತು. ಅವರು ಒಂದೇ ಸರ್ಕಾರದಲ್ಲಿ ನಾಲ್ಕು ಬಾರಿ ಉಪಮುಖ್ಯಮಂತ್ರಿಯಾದರು. 2019 ರಿಂದ ಅಜಿತ್ ಪವಾರ್ ಅವರ ರಾಜಕೀಯ ಜೀವನವು ನಾಟಕೀಯ ತಿರುವುಗಳನ್ನು ಕಂಡಿತು. 2019 ರಲ್ಲಿ ಅವರು ಇದ್ದಕ್ಕಿದ್ದಂತೆ ಬಿಜೆಪಿಗೆ ಬೆಂಬಲ ನೀಡಿ ಉಪಮುಖ್ಯಮಂತ್ರಿಯಾಗಿ ಪ್ರಮಾಣ ವಚನ ಸ್ವೀಕರಿಸಿದರು. ನವೆಂಬರ್ 23 ರ ಬೆಳಿಗ್ಗೆ ಅವರು ದೇವೇಂದ್ರ ಫಡ್ನವೀಸ್ ಅವರೊಂದಿಗೆ ಉಪಮುಖ್ಯಮಂತ್ರಿಯಾಗಿ ಪ್ರಮಾಣ ವಚನ ಸ್ವೀಕರಿಸಿದರು. ಆದಾಗ್ಯೂ, ಫಡ್ನವೀಸ್ ಸರ್ಕಾರದಲ್ಲಿ ತಮ್ಮ ಬಹುಮತವನ್ನು ಸಾಬೀತುಪಡಿಸಲು ವಿಫಲರಾದರು.: [201, 573, 351, 905]
article-column: ಸೀಮಿತಗೊಳಿಸಬಾರದು. ಸಮುದಾಯದ ಜನಾಂಗದವರು ಶಿಕ್ಷಣ ಪಡೆದು ಮುಂದೆ ಬರಬೇಕು ಎಂದು ತಿಳಿಸಿದರು. ಸವಿತಾ ಮಹರ್ಷಿಗಳ ಆದರ್ಶಗಳನ್ನು ಪಾಲಿಸಬೇಕು ಎಂದರು.: [859, 1761, 1011, 1834]
page-number: 2: [48, 9, 69, 50]
article-column: ರಸ್ತೆಗಳಲ್ಲಿ ರಂಗೋಲಿ ಬಿಡಿಸಿ ಸ್ವಾಗತ ಕೋರಿದ ಸಾರ್ವಜನಿಕರು ಮೆರವಣಿಗೆಗೆ ಸಾಕ್ಷಿಯಾದರು. ಈ ವೇಳೆ ಪ್ರಮುಖ ಭಾಷಣಕಾರರಾಗಿ ಆಗಮಿಸಿದ್ದ ವಕ್ತಾರರು ಮಾತನಾಡಿ, ಹಿಂದೂ ಸಮಾಜ ಸಂಘಟಿತವಾಗಬೇಕು ಎಂದರು. ಹಳೆ ಪುರಸಭೆ ಮುಂಭಾಗದ ಮೈದಾನದಲ್ಲಿ ನಡೆದ ಸಭೆಯಲ್ಲಿ 'ಪ್ರಪಂಚದ ಉಳಿದ ದೇಶಗಳು ಭಾರತದತ್ತ ನೋಡುತ್ತಿವೆ. ಉತ್ತಮ ಸಂಸ್ಕಾರ, ಸಂಸ್ಕೃತಿ ಮತ್ತು ಮೌಲ್ಯಗಳನ್ನು ಮುಂದಿನ ಪೀಳಿಗೆಗೆ ಕೊಂಡೊಯ್ಯಬೇಕು' ಎಂದರು. ನಮ್ಮ ಸಂಸ್ಕೃತಿ ಕೃತಜ್ಞತಾ ಭಾವವನ್ನು ಕಲಿಸುತ್ತದೆ. ನಾವು ಅದನ್ನು ಮರೆಯಬಾರದು ಎಂದು ಹೇಳಿದರು.: [1027, 1151, 1177, 1346]
photo-savitha-jayanti: [40, 1652, 516, 1864]
edition-name: I Sanjevani, Bangalore: [138, 13, 260, 27]
photo-figure: [1223, 175, 1249, 265]
article-body: ಎಂದು ಕಂಬನಿ ಮಿಡಿದಿದ್ದಾರೆ. ಕೇಂದ್ರ ಗೃಹ ಸಚಿವ ಅಮಿತ್ ಶಾ ತಮ್ಮ ಎಕ್ಸ್ ಖಾತೆಯಲ್ಲಿ ಅಜಿತ್ ಪವಾರ್ ನಿಧನಕ್ಕೆ ತೀವ್ರ ಸಂತಾಪ ವ್ಯಕ್ತಪಡಿಸಿದ್ದಾರೆ. ಕಳೆದ ಮೂರುವರೆ ದಶಕಗಳಲ್ಲಿ ಅಜಿತ್ ಪವಾರ್ ಮಹಾರಾಷ್ಟ್ರದ ಪ್ರತಿಯೊಂದು ವರ್ಗದ ಕಲ್ಯಾಣಕ್ಕಾಗಿ ತಮ್ಮನ್ನು ತಾವು ಸಮರ್ಪಿಸಿಕೊಂಡಿದ್ದರು. ಅವರ ನಿಧನದಿಂದ ಎನ್‌ಡಿಎ ಕುಟುಂಬಕ್ಕೆ ತುಂಬಲಾರದ ವೈಯಕ್ತಿಕ ನಷ್ಟವಾಗಿದೆ ಎಂದು ಹೇಳಿದ್ದಾರೆ. ಕೇಂದ್ರ ರಕ್ಷಣಾ ಸಚಿವ ರಾಜನಾಥ್ ಸಿಂಗ್ ಅವರು ಅಜಿತ್ ಪವಾರ್ ನಿಧನಕ್ಕೆ ದಿಗ್ಭ್ರಮೆ ವ್ಯಕ್ತಪಡಿಸಿದ್ದಾರೆ. ಈ ಕುರಿತು ಎಕ್ಸ್‌ನಲ್ಲಿ ಮಾಹಿತಿ ಹಂಚಿಕೊಂಡಿರುವ ಅವರು, ಅಜಿತ್ ಪವಾರ್ ಅವರು ತಮ್ಮ ಸುದೀರ್ಘ ಸಾರ್ವಜನಿಕ ಜೀವನದುದ್ದಕ್ಕೂ ಮಹಾರಾಷ್ಟ್ರದ ಅಭಿವೃದ್ಧಿಗೆ ಬದ್ಧರಾಗಿದ್ದರು ಎಂದಿದ್ದಾರೆ.: [533, 1083, 849, 1187]
photo-figure: [311, 1743, 345, 1863]
photo-figure: [1103, 822, 1133, 967]
headline-savitha-line2: ಮುಂದಿನ ಪೀಳಿಗೆಗೆ ತಿಳಿಸಬೇಕು: [718, 1698, 1182, 1754]
headline-savitha-line1: ಸವಿತಾ ಮಹರ್ಷಿಯ ತತ್ವಗಳನ್ನು: [709, 1644, 1190, 1700]
headline-cm-post: ಪವಾರ್‌ಗೆ ದಕ್ಕದ ಸಿಎಂ ಪಟ್ಟ: [97, 511, 455, 557]
photo-figure: [111, 1743, 145, 1863]
saffron-flag: [925, 715, 941, 735]
photo-figure: [1123, 175, 1149, 265]
article-pawar-death: [40, 126, 512, 506]
article-column: ವಿಜಯಪುರ, ಜ.28- ಪ್ರತಿಯೊಂದು ಸಮುದಾಯವನ್ನು ಗೌರವಿಸಿ ಅವರ ವೃತ್ತಿಗಳ ತತ್ವಗಳನ್ನು ಮುಂದಿನ ಪೀಳಿಗೆಗೆ ತಿಳಿಸುವ ಕಾರ್ಯ ಆಗಬೇಕಿದೆ ಎಂದು ಹೇಳಿದರು.: [46, 1913, 197, 1971]
article-column: ಸವಿತಾ ಮಹರ್ಷಿಗಳ ಜಯಂತಿ ಕಾರ್ಯಕ್ರಮ 23 ರಂದು ಸರ್ಕಾರ ಸದಸ್ಯರ ಹೈಕಿ ಆಚರಿಸಲಾಯಿತು. ಸಮುದಾಯದವರು ಭಾಗವಹಿಸಿದ್ದರು. ಬದುಕು ಕಟ್ಟಿಕೊಂಡಿದ್ದೇವೆ ಪಟ್ಟಣದಲ್ಲಿ ಸವಿತಾ ಸಮಾಜದ ನೂರಾರು ಕುಟುಂಬಗಳವರು, ಕ್ಷೌರಿಕ ವೃತ್ತಿ ನಂಬಿ ಬದುಕು ಕಟ್ಟಿಕೊಂಡಿದ್ದೇವೆ ಎಂದು ತಿಳಿಸಿದರು.: [1022, 1761, 1175, 1888]
photo-caption-vijayapura: ವಿಜಯಪುರ ಪಟ್ಟಣದಲ್ಲಿ ಹಿಂದೂ ಸಮಾಜೋತ್ಸವ ಆಯೋಜನಾ ಸಮಿತಿ ವತಿಯಿಂದ ಹಮ್ಮಿಕೊಳ್ಳಲಾಗಿದ್ದ 'ಹಿಂದೂ ಸಮಾಜೋತ್ಸವ'ವು ಸಾವಿರಾರು ಸಂಖ್ಯೆಯಲ್ಲಿ ಸೇರಿದ್ದ ಕಾರ್ಯಕರ್ತರ ಸಮಾಗಮದೊಂದಿಗೆ ಅತ್ಯಂತ ಅದ್ಧೂರಿಯಾಗಿ ಕೀಲು ಕುದುರೆ, ಗಾರುಡಿ ಗೊಂಬೆ, ವಿವಿಧ ಕಲಾ ತಂಡಗಳು, ದೇವರ ಪಲ್ಲಕ್ಕಿ ಉತ್ಸವಗಳು ಮತ್ತು ನೂರಕ್ಕೂ ಹೆಚ್ಚು ಮಕ್ಕಳ ವೈವಿಧ್ಯಮಯ ವೇಷಭೂಷಣಗಳು ಮೆರವಣಿಗೆಯ ಆಕರ್ಷಣೆಯಾಗಿದ್ದವು.: [871, 973, 1331, 1030]
photo-figure: [953, 817, 983, 967]
article-column: ಉಪಮುಖ್ಯಮಂತ್ರಿಯಾಗಿದರು. ಅವರ ವಿರುದ್ಧ ದಂಗೆಗೆ ಹಲವು ಕಾರಣಗಳಿವೆ. ವರ್ಷಗಳ ಕಠಿಣ ಪರಿಶ್ರಮದ ನಂತರ, ಅವರು ಮಹಾರಾಷ್ಟ್ರ ರಾಜಕೀಯದಲ್ಲಿ ಬಲವಾದ ನೆಲೆಯನ್ನು ಸ್ಥಾಪಿಸಿದರು. 1995 ರಲ್ಲಿ, ಅವರು ಮೊದಲು ಪುಣೆ ಜಿಲ್ಲೆಯ ಬಾರಾಮತಿ ವಿಧಾನಸಭಾ ಕ್ಷೇತ್ರದಿಂದ ಮಹಾರಾಷ್ಟ್ರ ವಿಧಾನಸಭೆಗೆ (ಎಂಎಲ್‌ಎ) ಸದಸ್ಯರಾದರು. ಅಂದಿನಿಂದ ಅವರು ನಿರಂತರವಾಗಿ ಈ ಕ್ಷೇತ್ರದಿಂದ ಶಾಸಕರಾಗಿ ಆಯ್ಕೆಯಾಗಿದ್ದಾರೆ. 1995, 1999, 2004, 2009, 2014 ಮತ್ತು 2019 ರಲ್ಲಿ ಅವರು ಶಾಸಕ ಚುನಾವಣೆಗಳಲ್ಲಿ ಗೆದ್ದರು. ಸಚಿವರಾಗಿ ದೀರ್ಘ ಅನುಭವ ಹೊಂದಿದ್ದಾರೆ. ಅವರು ಮಹಾರಾಷ್ಟ್ರ ಸರ್ಕಾರದಲ್ಲಿ ಹಲವಾರು ಪ್ರಮುಖ ಸಚಿವ ಸ್ಥಾನಗಳನ್ನು ಅಲಂಕರಿಸಿದ್ದಾರೆ. ಅವರು ರಾಜ್ಯ ಸರ್ಕಾರದಲ್ಲಿ ಕೃಷಿ, ಇಂಧನ ಮತ್ತು ಯೋಜನಾ ರಾಜ್ಯ ಸಚಿವರಾಗಿ ಸೇವೆ ಸಲ್ಲಿಸಿದರು. ಸುಧಾಕರ್ ನಾಯಕ್ ಅವರ ಸರ್ಕಾರದಲ್ಲಿ ಅವರು ಕೃಷಿ ಮತ್ತು ವಿದ್ಯುತ್ ರಾಜ್ಯ ಸಚಿವರಾಗಿ ಸೇವೆ ಸಲ್ಲಿಸಿದರು.: [40, 573, 190, 890]
headline-pawar-death: ಮಹಾ ಡಿಸಿಎಂ ಪವಾರ್ ದುರ್ಮರಣ: [98, 85, 442, 120]
saffron-flag: [1165, 725, 1181, 745]
photo-figure: [211, 1748, 245, 1863]
photo-figure: [461, 1753, 495, 1863]
article-kisan-festival: [866, 382, 1338, 678]
headline-condolence: ಗಣ್ಯರ ಸಂತಾಪ: [629, 907, 753, 937]
logo-text-right: ವಾಣಿ: [743, 11, 795, 46]
article-body: ಎಂದು ಹೇಳಿದ್ದಾರೆ. ಕೇಂದ್ರ ಸಚಿವ ಎಚ್. ಡಿ. ಕುಮಾರ ಸ್ವಾಮಿ, ಉಪಮುಖ್ಯಮಂತ್ರಿ ಡಿ.ಕೆ.ಶಿವಕುಮಾರ್, ಬಿಜೆಪಿ ರಾಜ್ಯಾಧ್ಯಕ್ಷ ಬಿ.ವೈ. ವಿಜಯೇಂದ್ರ ಸೇರಿದಂತೆ ಪಕ್ಷಾತೀತವಾಗಿ ಹಲವು ಗಣ್ಯರು ಸಂತಾಪ ಸೂಚಿಸಿದ್ದಾರೆ.: [533, 953, 849, 996]
article-cm-post: [40, 572, 512, 1120]
produce-heap: [893, 285, 983, 325]
photo-sugi-festival: [862, 58, 1338, 336]
article-condolence: [533, 952, 849, 1030]
saffron-flag: [1025, 705, 1041, 725]
globe-icon: [716, 16, 742, 42]
headline-bus-fire: ಬಸ್‌ಗೆ ಬೆಂಕಿ: [637, 1329, 745, 1359]
